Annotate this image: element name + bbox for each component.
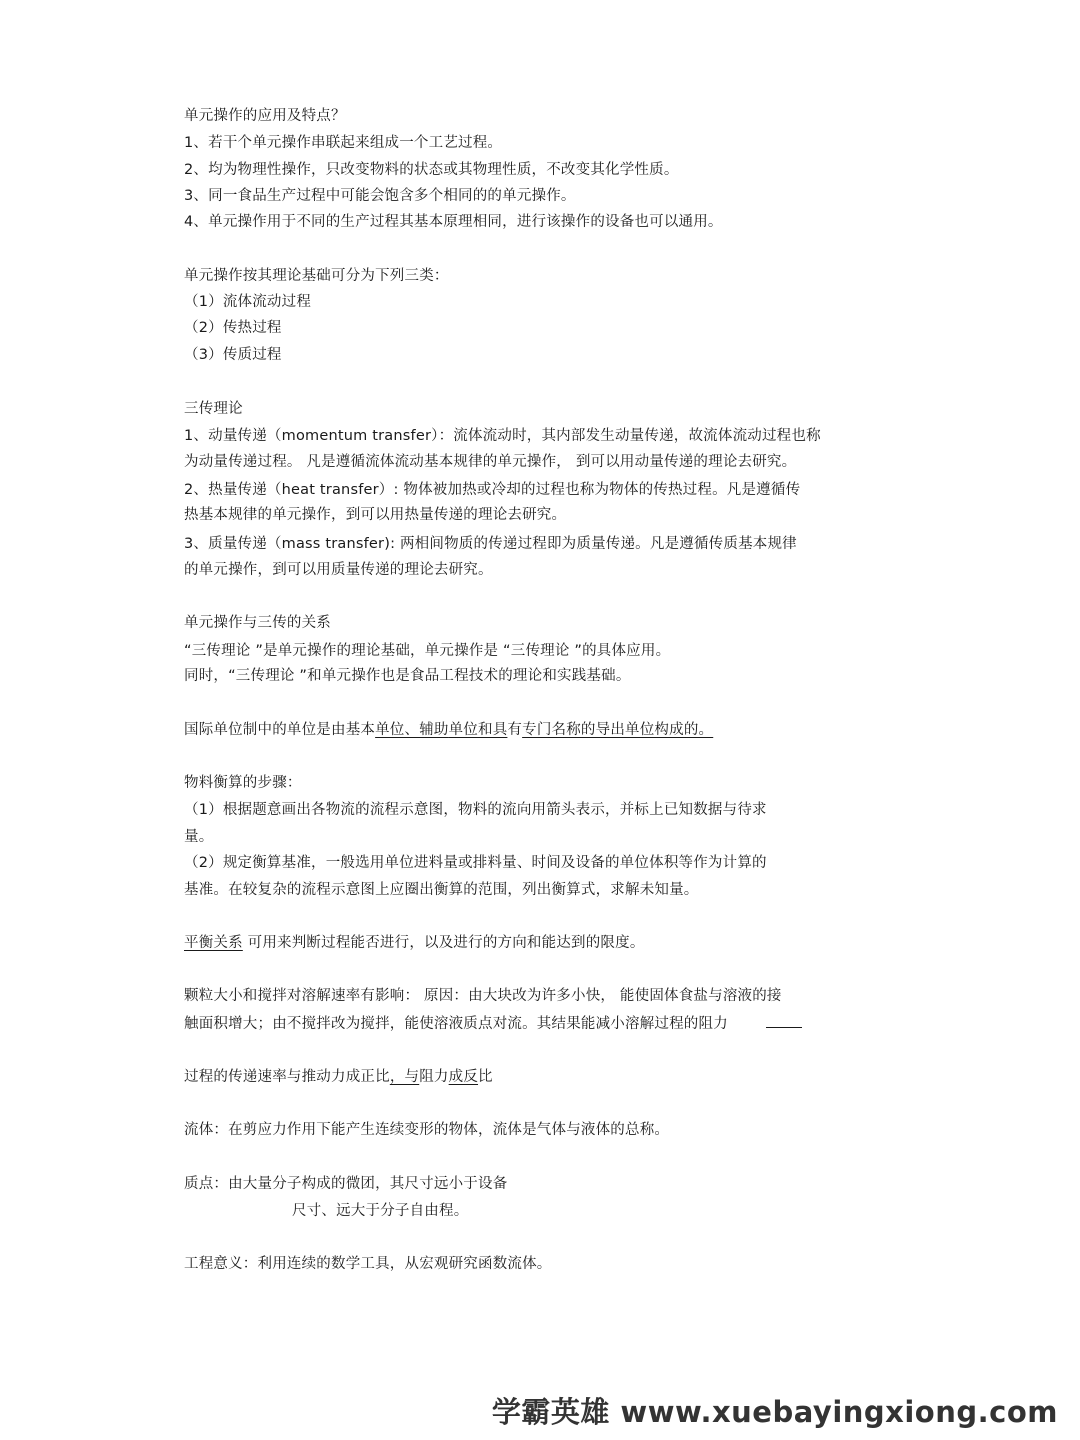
equilibrium-statement: [184, 933, 645, 953]
text-segment: 可用来判断过程能否进行，以及进行的方向和能达到的限度。: [242, 935, 645, 951]
section-title-three-transfers: 三传理论: [184, 401, 243, 417]
list-item: 2、均为物理性操作，只改变物料的状态或其物理性质，不改变其化学性质。: [184, 162, 679, 178]
section-title-material-balance: 物料衡算的步骤：: [184, 775, 302, 791]
paragraph-line: 颗粒大小和搅拌对溶解速率有影响： 原因：由大块改为许多小快， 能使固体食盐与溶液的接: [184, 988, 782, 1004]
paragraph-line: 量。: [184, 829, 214, 845]
paragraph-line: [184, 1013, 802, 1034]
paragraph-line: 同时，“三传理论 ”和单元操作也是食品工程技术的理论和实践基础。: [184, 668, 631, 684]
particle-definition: 质点：由大量分子构成的微团，其尺寸远小于设备: [184, 1176, 508, 1192]
underlined-segment: ，与: [389, 1069, 420, 1085]
text-segment: 有: [507, 722, 523, 738]
text-segment: 触面积增大；由不搅拌改为搅拌，能使溶液质点对流。其结果能减小溶解过程的阻力: [184, 1016, 728, 1032]
si-units-statement: [184, 720, 713, 740]
paragraph-line: 2、热量传递（heat transfer）: 物体被加热或冷却的过程也称为物体的传热过程。凡是遵循传: [184, 482, 801, 498]
list-item: 3、同一食品生产过程中可能会饱含多个相同的的单元操作。: [184, 188, 576, 204]
text-segment: 国际单位制中的单位是由基本: [184, 722, 376, 738]
list-item: 4、单元操作用于不同的生产过程其基本原理相同，进行该操作的设备也可以通用。: [184, 214, 723, 230]
list-item: （2）传热过程: [184, 320, 282, 336]
list-item: （3）传质过程: [184, 347, 282, 363]
fill-in-blank: [766, 1013, 802, 1028]
list-item: 1、若干个单元操作串联起来组成一个工艺过程。: [184, 135, 503, 151]
section-title-classification: 单元操作按其理论基础可分为下列三类：: [184, 268, 449, 284]
rate-statement: [184, 1067, 493, 1087]
underlined-term: 平衡关系: [184, 935, 243, 951]
paragraph-line: 热基本规律的单元操作，到可以用热量传递的理论去研究。: [184, 507, 567, 523]
paragraph-line: （1）根据题意画出各物流的流程示意图，物料的流向用箭头表示，并标上已知数据与待求: [184, 802, 767, 818]
section-title-relationship: 单元操作与三传的关系: [184, 615, 331, 631]
paragraph-line: 1、动量传递（momentum transfer）：流体流动时，其内部发生动量传递，故流体流动过程也称: [184, 428, 821, 444]
section-title-unit-operations: 单元操作的应用及特点？: [184, 108, 346, 124]
particle-definition-cont: 尺寸、远大于分子自由程。: [292, 1203, 469, 1219]
paragraph-line: （2）规定衡算基准，一般选用单位进料量或排料量、时间及设备的单位体积等作为计算的: [184, 855, 767, 871]
underlined-segment: 单位、辅助: [375, 722, 449, 738]
paragraph-line: 3、质量传递（mass transfer): 两相间物质的传递过程即为质量传递。凡是遵循传质基本规律: [184, 536, 797, 552]
text-segment: 比: [478, 1069, 493, 1085]
engineering-meaning: 工程意义：利用连续的数学工具，从宏观研究函数流体。: [184, 1256, 552, 1272]
fluid-definition: 流体：在剪应力作用下能产生连续变形的物体，流体是气体与液体的总称。: [184, 1122, 670, 1138]
text-segment: 过程的传递速率与推动力成正比: [184, 1069, 390, 1085]
underlined-segment: 成反: [448, 1069, 479, 1085]
text-segment: 阻力: [419, 1069, 449, 1085]
underlined-segment: 专门名称的导出单位构成的。: [522, 722, 714, 738]
site-watermark: 学霸英雄 www.xuebayingxiong.com: [491, 1395, 1058, 1429]
paragraph-line: 基准。在较复杂的流程示意图上应圈出衡算的范围，列出衡算式，求解未知量。: [184, 882, 699, 898]
list-item: （1）流体流动过程: [184, 294, 312, 310]
underlined-segment: 单位和具: [448, 722, 508, 738]
paragraph-line: “三传理论 ”是单元操作的理论基础，单元操作是 “三传理论 ”的具体应用。: [184, 643, 671, 659]
paragraph-line: 的单元操作，到可以用质量传递的理论去研究。: [184, 562, 493, 578]
paragraph-line: 为动量传递过程。 凡是遵循流体流动基本规律的单元操作， 到可以用动量传递的理论去研究。: [184, 454, 797, 470]
